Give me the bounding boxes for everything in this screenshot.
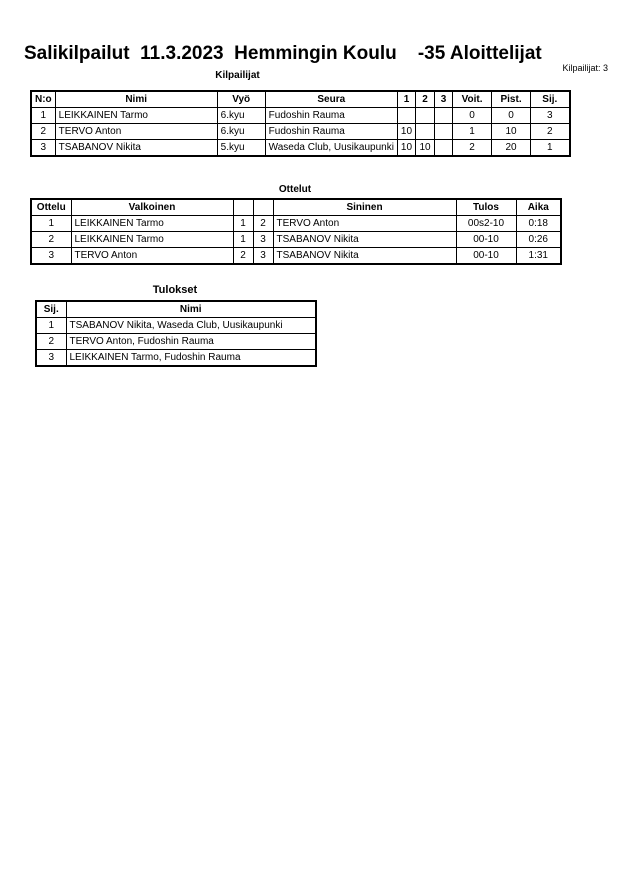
cell-sij: 2 (36, 334, 66, 350)
cell-ottelu: 2 (31, 232, 71, 248)
col-header-sininen: Sininen (273, 199, 456, 216)
cell-nimi: TSABANOV Nikita (55, 140, 217, 157)
cell-pist: 10 (492, 124, 531, 140)
cell-voit: 2 (453, 140, 492, 157)
cell-sij: 3 (36, 350, 66, 367)
cell-score3 (435, 140, 453, 157)
table-row (31, 232, 561, 248)
cell-tulos: 00s2-10 (456, 216, 516, 232)
table-row (31, 108, 570, 124)
competitors-heading: Kilpailijat (215, 70, 260, 81)
cell-seura: Waseda Club, Uusikaupunki (265, 140, 397, 157)
cell-no: 3 (31, 140, 55, 157)
cell-score1: 10 (397, 124, 415, 140)
col-header-pist: Pist. (492, 91, 531, 108)
cell-pist: 0 (492, 108, 531, 124)
header-row (31, 199, 561, 216)
cell-blue-no: 3 (253, 248, 273, 265)
col-header-1: 1 (397, 91, 415, 108)
table-row (36, 334, 316, 350)
cell-score1: 10 (397, 140, 415, 157)
col-header-valkoinen: Valkoinen (71, 199, 233, 216)
cell-nimi: TSABANOV Nikita, Waseda Club, Uusikaupunki (66, 318, 316, 334)
cell-ottelu: 1 (31, 216, 71, 232)
cell-seura: Fudoshin Rauma (265, 108, 397, 124)
cell-valkoinen: LEIKKAINEN Tarmo (71, 232, 233, 248)
col-header-white-no (233, 199, 253, 216)
col-header-aika: Aika (516, 199, 561, 216)
header-row (31, 91, 570, 108)
cell-sij: 2 (531, 124, 570, 140)
cell-nimi: TERVO Anton (55, 124, 217, 140)
results-heading: Tulokset (152, 284, 198, 296)
cell-ottelu: 3 (31, 248, 71, 265)
cell-score1 (397, 108, 415, 124)
table-row (31, 248, 561, 265)
cell-nimi: LEIKKAINEN Tarmo, Fudoshin Rauma (66, 350, 316, 367)
table-row (31, 140, 570, 157)
cell-white-no: 2 (233, 248, 253, 265)
cell-tulos: 00-10 (456, 232, 516, 248)
cell-no: 1 (31, 108, 55, 124)
cell-score3 (435, 108, 453, 124)
cell-tulos: 00-10 (456, 248, 516, 265)
col-header-nimi: Nimi (55, 91, 217, 108)
cell-vyo: 5.kyu (217, 140, 265, 157)
cell-voit: 0 (453, 108, 492, 124)
cell-pist: 20 (492, 140, 531, 157)
results-table (35, 300, 317, 367)
cell-blue-no: 3 (253, 232, 273, 248)
col-header-nimi: Nimi (66, 301, 316, 318)
col-header-sij: Sij. (36, 301, 66, 318)
col-header-2: 2 (416, 91, 435, 108)
cell-sij: 1 (531, 140, 570, 157)
cell-score3 (435, 124, 453, 140)
cell-sininen: TSABANOV Nikita (273, 232, 456, 248)
cell-score2 (416, 124, 435, 140)
cell-white-no: 1 (233, 232, 253, 248)
competitor-count: Kilpailijat: 3 (562, 63, 608, 73)
cell-aika: 0:18 (516, 216, 561, 232)
col-header-3: 3 (435, 91, 453, 108)
table-row (31, 124, 570, 140)
header-row (36, 301, 316, 318)
cell-sininen: TERVO Anton (273, 216, 456, 232)
col-header-tulos: Tulos (456, 199, 516, 216)
competitors-table (30, 90, 571, 157)
col-header-sij: Sij. (531, 91, 570, 108)
col-header-seura: Seura (265, 91, 397, 108)
cell-valkoinen: TERVO Anton (71, 248, 233, 265)
cell-blue-no: 2 (253, 216, 273, 232)
col-header-ottelu: Ottelu (31, 199, 71, 216)
matches-heading: Ottelut (278, 184, 312, 195)
cell-vyo: 6.kyu (217, 108, 265, 124)
cell-aika: 1:31 (516, 248, 561, 265)
cell-white-no: 1 (233, 216, 253, 232)
cell-score2: 10 (416, 140, 435, 157)
cell-aika: 0:26 (516, 232, 561, 248)
col-header-voit: Voit. (453, 91, 492, 108)
page-title: Salikilpailut 11.3.2023 Hemmingin Koulu -35 Aloittelijat (24, 43, 542, 64)
cell-nimi: LEIKKAINEN Tarmo (55, 108, 217, 124)
cell-sij: 3 (531, 108, 570, 124)
matches-table (30, 198, 562, 265)
cell-sij: 1 (36, 318, 66, 334)
cell-sininen: TSABANOV Nikita (273, 248, 456, 265)
cell-score2 (416, 108, 435, 124)
table-row (36, 318, 316, 334)
col-header-no: N:o (31, 91, 55, 108)
col-header-vyo: Vyö (217, 91, 265, 108)
col-header-blue-no (253, 199, 273, 216)
table-row (31, 216, 561, 232)
cell-no: 2 (31, 124, 55, 140)
cell-vyo: 6.kyu (217, 124, 265, 140)
cell-nimi: TERVO Anton, Fudoshin Rauma (66, 334, 316, 350)
table-row (36, 350, 316, 367)
cell-voit: 1 (453, 124, 492, 140)
cell-valkoinen: LEIKKAINEN Tarmo (71, 216, 233, 232)
cell-seura: Fudoshin Rauma (265, 124, 397, 140)
